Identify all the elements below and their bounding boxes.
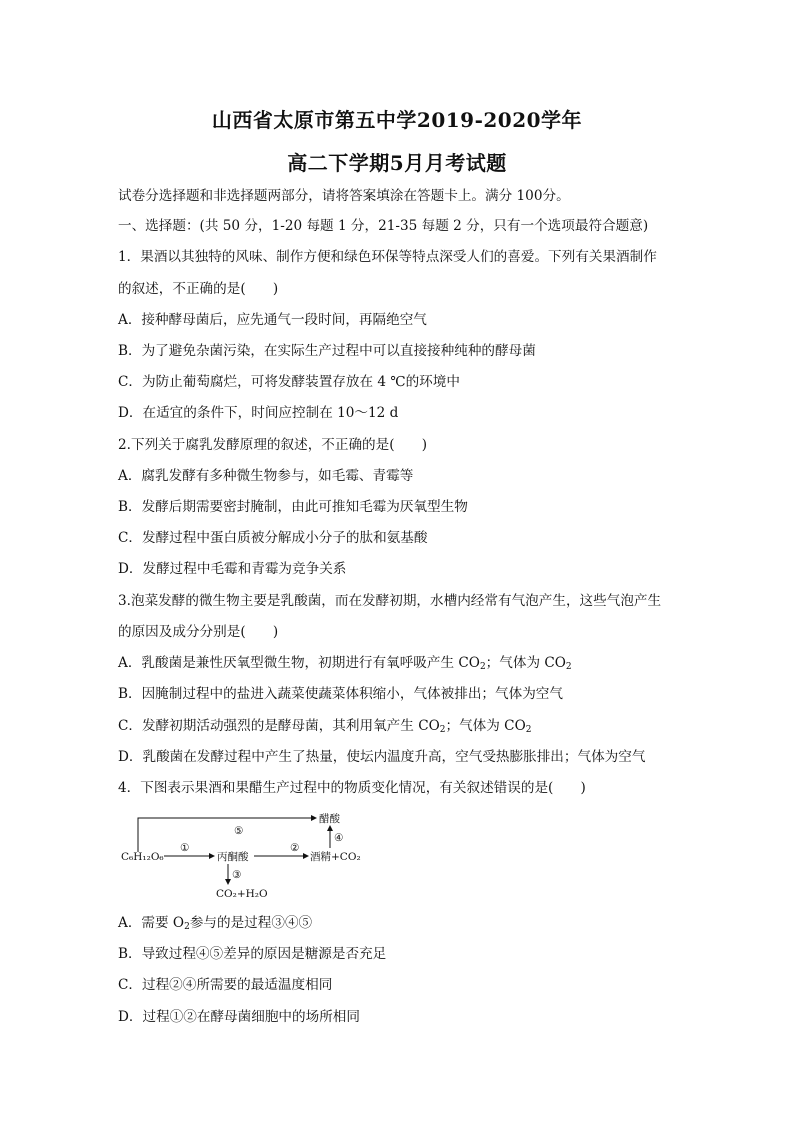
label-step4: ④ (334, 832, 344, 844)
q4-option-c: C．过程②④所需要的最适温度相同 (118, 977, 333, 993)
q3-option-d: D．乳酸菌在发酵过程中产生了热量，使坛内温度升高，空气受热膨胀排出；气体为空气 (118, 749, 646, 765)
q1-option-c: C．为防止葡萄腐烂，可将发酵装置存放在 4 ℃的环境中 (118, 374, 460, 390)
q1-stem-line1: 1．果酒以其独特的风味、制作方便和绿色环保等特点深受人们的喜爱。下列有关果酒制作 (118, 249, 657, 265)
q1-stem-line2: 的叙述，不正确的是( ) (118, 281, 279, 297)
q2-stem: 2.下列关于腐乳发酵原理的叙述，不正确的是( ) (118, 437, 428, 453)
q1-option-d: D．在适宜的条件下，时间应控制在 10～12 d (118, 405, 399, 421)
node-co2-h2o: CO₂+H₂O (216, 888, 268, 900)
q1-option-a: A．接种酵母菌后，应先通气一段时间，再隔绝空气 (118, 312, 427, 328)
node-acetic-acid: 醋酸 (319, 813, 340, 825)
q2-option-b: B．发酵后期需要密封腌制，由此可推知毛霉为厌氧型生物 (118, 499, 468, 515)
q4-option-d: D．过程①②在酵母菌细胞中的场所相同 (118, 1009, 360, 1025)
metabolism-diagram (118, 806, 418, 901)
label-step5: ⑤ (234, 825, 244, 837)
node-ethanol-co2: 酒精+CO₂ (310, 851, 361, 863)
label-step3: ③ (232, 869, 242, 881)
q3-option-b: B．因腌制过程中的盐进入蔬菜使蔬菜体积缩小，气体被排出；气体为空气 (118, 686, 563, 702)
q2-option-a: A．腐乳发酵有多种微生物参与，如毛霉、青霉等 (118, 468, 414, 484)
q3-option-c: C．发酵初期活动强烈的是酵母菌，其利用氧产生 $CO_2$；气体为 $CO_2$ (118, 718, 532, 735)
q4-option-b: B．导致过程④⑤差异的原因是糖源是否充足 (118, 946, 387, 962)
q3-stem-line2: 的原因及成分分别是( ) (118, 624, 279, 640)
q3-stem-line1: 3.泡菜发酵的微生物主要是乳酸菌，而在发酵初期，水槽内经常有气泡产生，这些气泡产生 (118, 593, 662, 609)
label-step2: ② (290, 842, 300, 854)
q4-option-a: A．需要 $O_2$参与的是过程③④⑤ (118, 915, 313, 932)
node-pyruvate: 丙酮酸 (217, 851, 249, 863)
label-step1: ① (180, 842, 190, 854)
exam-title-line1: 山西省太原市第五中学2019-2020学年 (211, 108, 583, 132)
q2-option-d: D．发酵过程中毛霉和青霉为竞争关系 (118, 561, 347, 577)
section-heading: 一、选择题：(共 50 分，1-20 每题 1 分，21-35 每题 2 分，只有一个选项最符合题意) (118, 218, 649, 234)
q2-option-c: C．发酵过程中蛋白质被分解成小分子的肽和氨基酸 (118, 530, 428, 546)
exam-title-line2: 高二下学期5月月考试题 (287, 151, 507, 175)
node-glucose: C₆H₁₂O₆ (121, 851, 164, 863)
exam-intro: 试卷分选择题和非选择题两部分，请将答案填涂在答题卡上。满分 100分。 (118, 188, 570, 204)
q4-stem: 4．下图表示果酒和果醋生产过程中的物质变化情况，有关叙述错误的是( ) (118, 780, 586, 796)
q1-option-b: B．为了避免杂菌污染，在实际生产过程中可以直接接种纯种的酵母菌 (118, 343, 536, 359)
q3-option-a: A．乳酸菌是兼性厌氧型微生物，初期进行有氧呼吸产生 $CO_2$；气体为 $CO_2$ (118, 655, 572, 672)
